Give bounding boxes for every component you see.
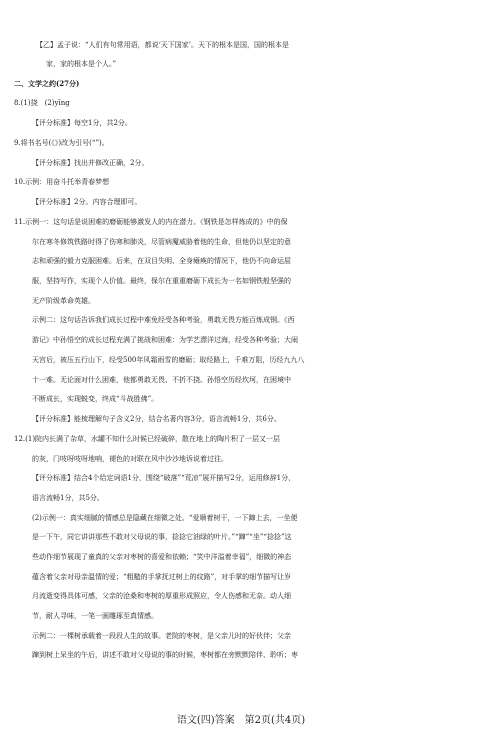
example-paragraph: 示例二：这句话告诉我们成长过程中难免经受各种考验，勇敢无畏方能百炼成钢。《西	[32, 316, 295, 324]
scoring-standard: 【评分标准】找出并修改正确，2分。	[32, 159, 149, 167]
text-line: 志和顽强的毅力克服困难。后来，在双目失明、全身瘫痪的情况下，他仍不向命运屈	[32, 257, 291, 265]
answer-item: 12.(1)院内长满了杂草，水罐不知什么时候已经破碎，散在地上的陶片积了一层又一层	[14, 435, 281, 443]
text-line: 的灰，门吱呀吱呀地响，褪色的对联在风中沙沙地诉说着过往。	[32, 455, 228, 463]
scoring-standard: 【评分标准】2分。内容合理即可。	[32, 198, 142, 206]
text-line: 月流逝变得具体可感，父亲的沧桑和枣树的厚重形成照应，令人伤感和无奈。动人细	[32, 592, 291, 600]
text-line: 是一下午，同它讲讲那些不敢对父母说的事，捻捻它油绿的叶片。”“蹿”“坐”“捻捻”这	[32, 533, 292, 541]
text-line: 天宫后，被压五行山下，经受500年风霜雨雪的磨砺；取经路上，千难万阻，历经九九八	[32, 356, 305, 364]
page-footer: 语文(四)答案 第2页(共4页)	[176, 715, 306, 726]
answer-item: 8.(1)挠 (2)yīng	[14, 99, 70, 107]
answer-item: 10.示例：用奋斗托举青春梦想	[14, 178, 110, 186]
scoring-standard: 【评分标准】结合4个给定词语1分，围绕“破落”“荒凉”展开描写2分，运用修辞1分，	[32, 474, 296, 482]
text-line: 十一难。无论面对什么困难，他都勇敢无畏、不折不挠。孙悟空历经坎坷，在困境中	[32, 376, 291, 384]
example-paragraph: 示例二：一棵树承载着一段段人生的故事。老院的枣树，是父亲儿时的好伙伴；父亲	[32, 632, 291, 640]
text-line: 些动作细节展现了童真的父亲对枣树的喜爱和依赖；“笑中洋溢着幸福”，细微的神态	[32, 553, 292, 561]
text-line: 节，耐人寻味，一笔一画雕琢至真情感。	[32, 612, 158, 620]
text-line: 蹿到树上呆坐的午后，讲述不敢对父母说的事的时候，枣树都在旁默默陪伴、聆听；枣	[32, 651, 298, 659]
answer-item: 9.将书名号(《》)改为引号(“”)。	[14, 139, 109, 147]
text-line: 尔在寒冬修筑铁路时得了伤寒和肺炎，尽管病魔威胁着他的生命，但他仍以坚定的意	[32, 238, 291, 246]
example-paragraph: (2)示例一：真实细腻的情感总是隐藏在细微之处。“爱顺着树干，一下蹿上去，一坐便	[32, 514, 298, 522]
text-line: 服，坚持写作，实现个人价值。最终，保尔在重重磨砺下成长为一名如钢铁般坚强的	[32, 277, 291, 285]
text-line: 【乙】孟子说：“人们有句常用语，都说‘天下国家’。天下的根本是国，国的根本是	[36, 41, 290, 49]
answer-item: 11.示例一：这句话是说困难的磨砺能够激发人的内在潜力。《钢铁是怎样炼成的》中的保	[14, 218, 288, 226]
section-heading: 二、文学之约(27分)	[14, 79, 80, 88]
scoring-standard: 【评分标准】每空1分，共2分。	[32, 119, 132, 127]
scoring-standard: 【评分标准】能梳理解句子含义2分，结合名著内容3分，语言流畅1分，共6分。	[32, 415, 281, 423]
text-line: 家，家的根本是个人。”	[46, 60, 117, 68]
text-line: 游记》中孙悟空的成长过程充满了挑战和困难：为学艺漂洋过海，经受各种考验；大闹	[32, 336, 298, 344]
text-line: 无产阶级革命英雄。	[32, 297, 95, 305]
text-line: 语言流畅1分，共5分。	[32, 494, 104, 502]
text-line: 不断成长，实现蜕变，终成“斗战胜佛”。	[32, 395, 159, 403]
text-line: 蕴含着父亲对母亲温情的爱；“粗糙的手掌抚过树上的纹路”，对手掌的细节描写让岁	[32, 573, 292, 581]
